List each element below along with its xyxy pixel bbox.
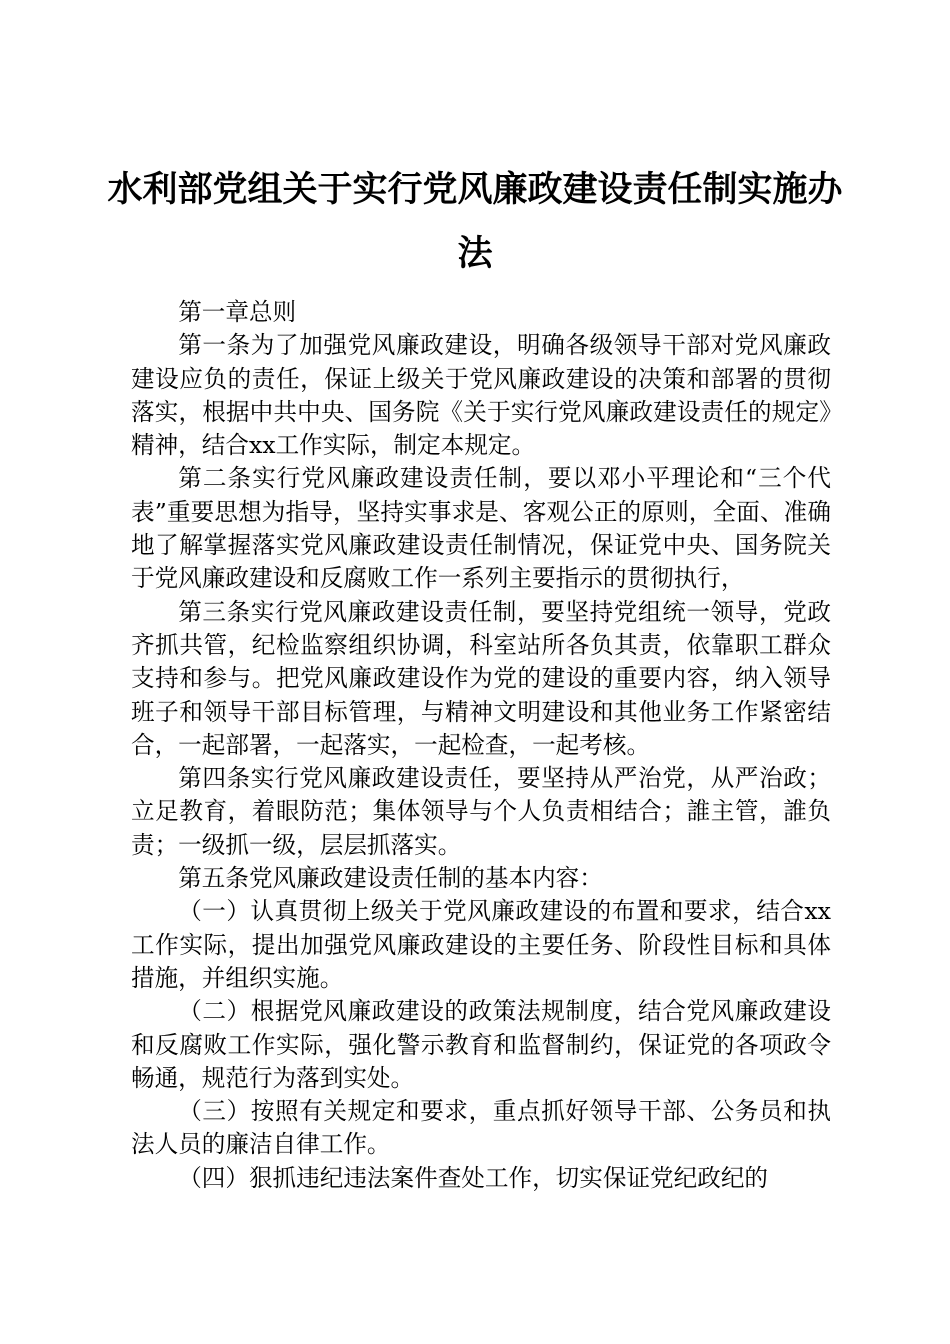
article-3-paragraph: 第三条实行党风廉政建设责任制，要坚持党组统一领导，党政齐抓共管，纪检监察组织协调，科室站所各负其责，依靠职工群众支持和参与。把党风廉政建设作为党的建设的重要内容，纳入领导班子和领导干部目标管理，与精神文明建设和其他业务工作紧密结合，一起部署，一起落实，一起检查，一起考核。 xyxy=(131,597,831,759)
item-2-paragraph: （二）根据党风廉政建设的政策法规制度，结合党风廉政建设和反腐败工作实际，强化警示教育和监督制约，保证党的各项政令畅通，规范行为落到实处。 xyxy=(131,997,831,1092)
article-1-paragraph: 第一条为了加强党风廉政建设，明确各级领导干部对党风廉政建设应负的责任，保证上级关于党风廉政建设的决策和部署的贯彻落实，根据中共中央、国务院《关于实行党风廉政建设责任的规定》精神，结合xx工作实际，制定本规定。 xyxy=(131,331,831,460)
document-title: 水利部党组关于实行党风廉政建设责任制实施办法 xyxy=(107,169,843,274)
article-4-paragraph: 第四条实行党风廉政建设责任，要坚持从严治党，从严治政；立足教育，着眼防范；集体领导与个人负责相结合；誰主管，誰负责；一级抓一级，层层抓落实。 xyxy=(131,764,831,859)
item-1-paragraph: （一）认真贯彻上级关于党风廉政建设的布置和要求，结合xx工作实际，提出加强党风廉政建设的主要任务、阶段性目标和具体措施，并组织实施。 xyxy=(131,897,831,992)
item-4-paragraph: （四）狠抓违纪违法案件查处工作，切实保证党纪政纪的 xyxy=(178,1163,769,1192)
document-body xyxy=(131,296,831,1195)
article-2-paragraph: 第二条实行党风廉政建设责任制，要以邓小平理论和“三个代表”重要思想为指导，坚持实事求是、客观公正的原则，全面、准确地了解掌握落实党风廉政建设责任制情况，保证党中央、国务院关于党风廉政建设和反腐败工作一系列主要指示的贯彻执行， xyxy=(131,464,831,593)
item-3-paragraph: （三）按照有关规定和要求，重点抓好领导干部、公务员和执法人员的廉洁自律工作。 xyxy=(131,1097,831,1159)
article-5-paragraph: 第五条党风廉政建设责任制的基本内容： xyxy=(178,864,603,893)
chapter-heading: 第一章总则 xyxy=(178,298,297,326)
